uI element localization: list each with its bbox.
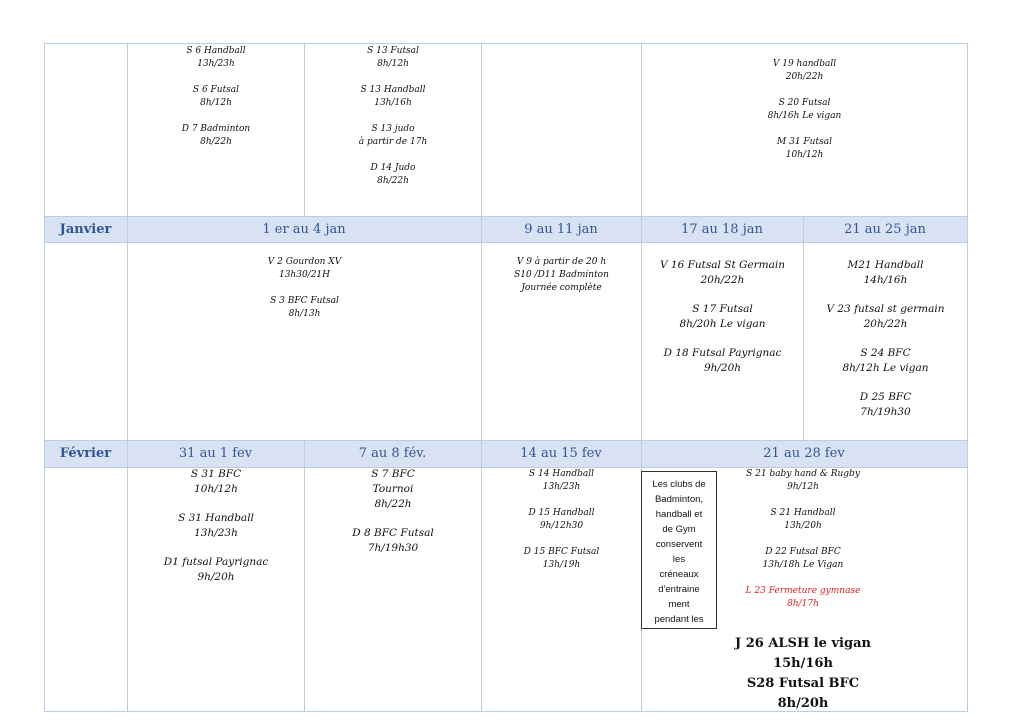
schedule-line: L 23 Fermeture gymnase (745, 586, 861, 596)
text-line: J 26 ALSH le vigan (735, 636, 871, 651)
schedule-line: 9h/12h (787, 482, 819, 492)
schedule-line: S 31 Handball (178, 512, 254, 524)
schedule-entry (482, 468, 641, 494)
schedule-line: 8h/12h (377, 59, 409, 69)
week-header: 31 au 1 fev (178, 446, 253, 461)
schedule-entry (720, 585, 886, 611)
grid-line (967, 43, 968, 712)
schedule-entry (642, 136, 967, 162)
schedule-line: D 15 BFC Futsal (523, 547, 600, 557)
schedule-line: 8h/22h (377, 176, 409, 186)
schedule-line: 20h/22h (863, 318, 908, 330)
schedule-line: S 14 Handball (529, 469, 594, 479)
schedule-entry (482, 256, 641, 295)
schedule-line: S 6 Futsal (192, 85, 240, 95)
schedule-line: 13h30/21H (278, 270, 331, 280)
fevrier-cell-2 (305, 467, 481, 570)
grid-line (44, 43, 45, 712)
schedule-entry (305, 467, 481, 512)
schedule-line: à partir de 17h (358, 137, 428, 147)
schedule-line: S 17 Futsal (692, 303, 753, 315)
schedule-line: 7h/19h30 (860, 406, 911, 418)
schedule-line: V 23 futsal st germain (826, 303, 945, 315)
text-line: 8h/20h (777, 696, 829, 711)
janvier-cell-4 (804, 258, 967, 434)
schedule-line: 13h/18h Le Vigan (762, 560, 844, 570)
text-line: Badminton, (654, 494, 704, 505)
schedule-entry (642, 258, 803, 288)
schedule-line: 20h/22h (785, 72, 824, 82)
schedule-entry (128, 256, 481, 282)
text-line: de Gym (662, 524, 696, 535)
schedule-entry (482, 507, 641, 533)
top-col1-cell (128, 45, 304, 162)
month-janvier: Janvier (59, 221, 112, 237)
schedule-line: S 21 Handball (770, 508, 836, 518)
text-line: créneaux (659, 569, 699, 580)
schedule-entry (128, 467, 304, 497)
fevrier-cell-4 (720, 468, 886, 624)
schedule-line: D 25 BFC (859, 391, 912, 403)
text-line: pendant les (654, 614, 704, 625)
schedule-entry (305, 84, 481, 110)
schedule-line: S 20 Futsal (778, 98, 831, 108)
schedule-line: 8h/16h Le vigan (767, 111, 842, 121)
text-line: handball et (655, 509, 703, 520)
schedule-line: 8h/22h (374, 498, 412, 510)
schedule-entry (720, 546, 886, 572)
schedule-line: V 19 handball (772, 59, 837, 69)
schedule-entry (305, 526, 481, 556)
schedule-entry (128, 555, 304, 585)
schedule-line: 9h/20h (197, 571, 235, 583)
schedule-line: 13h/23h (194, 527, 238, 539)
text-line: S28 Futsal BFC (746, 676, 860, 691)
schedule-line: 7h/19h30 (367, 542, 419, 554)
schedule-line: S 21 baby hand & Rugby (746, 469, 860, 479)
schedule-line: V 9 à partir de 20 h (516, 257, 607, 267)
schedule-entry (128, 84, 304, 110)
janvier-cell-3 (642, 258, 803, 390)
schedule-line: Journée complète (521, 283, 602, 293)
schedule-line: S 24 BFC (860, 347, 911, 359)
week-header: 9 au 11 jan (524, 221, 598, 237)
schedule-entry (128, 295, 481, 321)
schedule-entry (642, 97, 967, 123)
text-line: conservent (655, 539, 703, 550)
schedule-line: D 7 Badminton (181, 124, 251, 134)
text-line: ment (668, 599, 690, 610)
week-header: 1 er au 4 jan (262, 221, 346, 237)
schedule-entry (720, 468, 886, 494)
schedule-line: S 3 BFC Futsal (270, 296, 339, 306)
schedule-line: S 6 Handball (186, 46, 246, 56)
grid-line (44, 242, 967, 243)
schedule-entry (642, 58, 967, 84)
week-header: 7 au 8 fév. (358, 446, 427, 461)
text-line: les (672, 554, 686, 565)
schedule-line: S 31 BFC (190, 468, 242, 480)
schedule-line: 13h/16h (374, 98, 412, 108)
schedule-line: M21 Handball (847, 259, 924, 271)
schedule-entry (128, 123, 304, 149)
fevrier-cell-3 (482, 468, 641, 585)
schedule-line: D 18 Futsal Payrignac (663, 347, 782, 359)
schedule-entry (305, 162, 481, 188)
schedule-line: 13h/23h (542, 482, 581, 492)
schedule-line: 9h/20h (703, 362, 742, 374)
schedule-entry (720, 507, 886, 533)
schedule-line: S 7 BFC (371, 468, 415, 480)
schedule-line: D1 futsal Payrignac (163, 556, 269, 568)
schedule-line: V 2 Gourdon XV (267, 257, 342, 267)
schedule-line: S10 /D11 Badminton (514, 270, 609, 280)
fevrier-cell-1 (128, 467, 304, 599)
schedule-entry (305, 123, 481, 149)
schedule-line: 13h/20h (784, 521, 822, 531)
schedule-line: V 16 Futsal St Germain (660, 259, 785, 271)
schedule-line: Tournoi (372, 483, 414, 495)
schedule-entry (804, 258, 967, 288)
schedule-line: D 15 Handball (528, 508, 595, 518)
week-header: 17 au 18 jan (681, 221, 763, 237)
schedule-line: M 31 Futsal (777, 137, 832, 147)
schedule-line: D 8 BFC Futsal (352, 527, 434, 539)
text-line: 15h/16h (773, 656, 833, 671)
schedule-line: D 14 Judo (370, 163, 416, 173)
schedule-line: 8h/13h (288, 309, 321, 319)
week-header: 21 au 28 fev (763, 446, 845, 461)
schedule-line: 13h/19h (542, 560, 581, 570)
grid-line (481, 43, 482, 712)
week-header: 14 au 15 fev (520, 446, 602, 461)
schedule-line: 9h/12h30 (539, 521, 584, 531)
schedule-line: S 13 Handball (360, 85, 426, 95)
clubs-note-box (641, 471, 717, 629)
schedule-line: 10h/12h (194, 483, 238, 495)
schedule-entry (642, 302, 803, 332)
schedule-line: S 13 Futsal (367, 46, 419, 56)
schedule-line: 8h/12h (200, 98, 232, 108)
alsh-futsal-block (720, 634, 886, 714)
schedule-line: S 13 judo (371, 124, 415, 134)
schedule-line: 10h/12h (785, 150, 824, 160)
schedule-entry (305, 45, 481, 71)
text-line: d'entraine (658, 584, 700, 595)
schedule-line: D 22 Futsal BFC (765, 547, 841, 557)
schedule-entry (128, 45, 304, 71)
schedule-entry (804, 390, 967, 420)
week-header: 21 au 25 jan (844, 221, 926, 237)
janvier-cell-2 (482, 256, 641, 308)
schedule-line: 8h/20h Le vigan (679, 318, 766, 330)
janvier-cell-1 (128, 256, 481, 334)
schedule-entry (128, 511, 304, 541)
schedule-line: 20h/22h (700, 274, 745, 286)
schedule-entry (482, 546, 641, 572)
schedule-entry (642, 346, 803, 376)
top-col2-cell (305, 45, 481, 201)
schedule-entry (804, 302, 967, 332)
schedule-entry (804, 346, 967, 376)
schedule-line: 8h/17h (787, 599, 819, 609)
text-line: Les clubs de (652, 479, 706, 490)
schedule-line: 8h/12h Le vigan (842, 362, 929, 374)
top-col4-cell (642, 58, 967, 175)
schedule-line: 13h/23h (197, 59, 235, 69)
month-fevrier: Février (59, 446, 112, 461)
schedule-line: 8h/22h (200, 137, 232, 147)
schedule-line: 14h/16h (863, 274, 908, 286)
grid-line (44, 43, 967, 44)
